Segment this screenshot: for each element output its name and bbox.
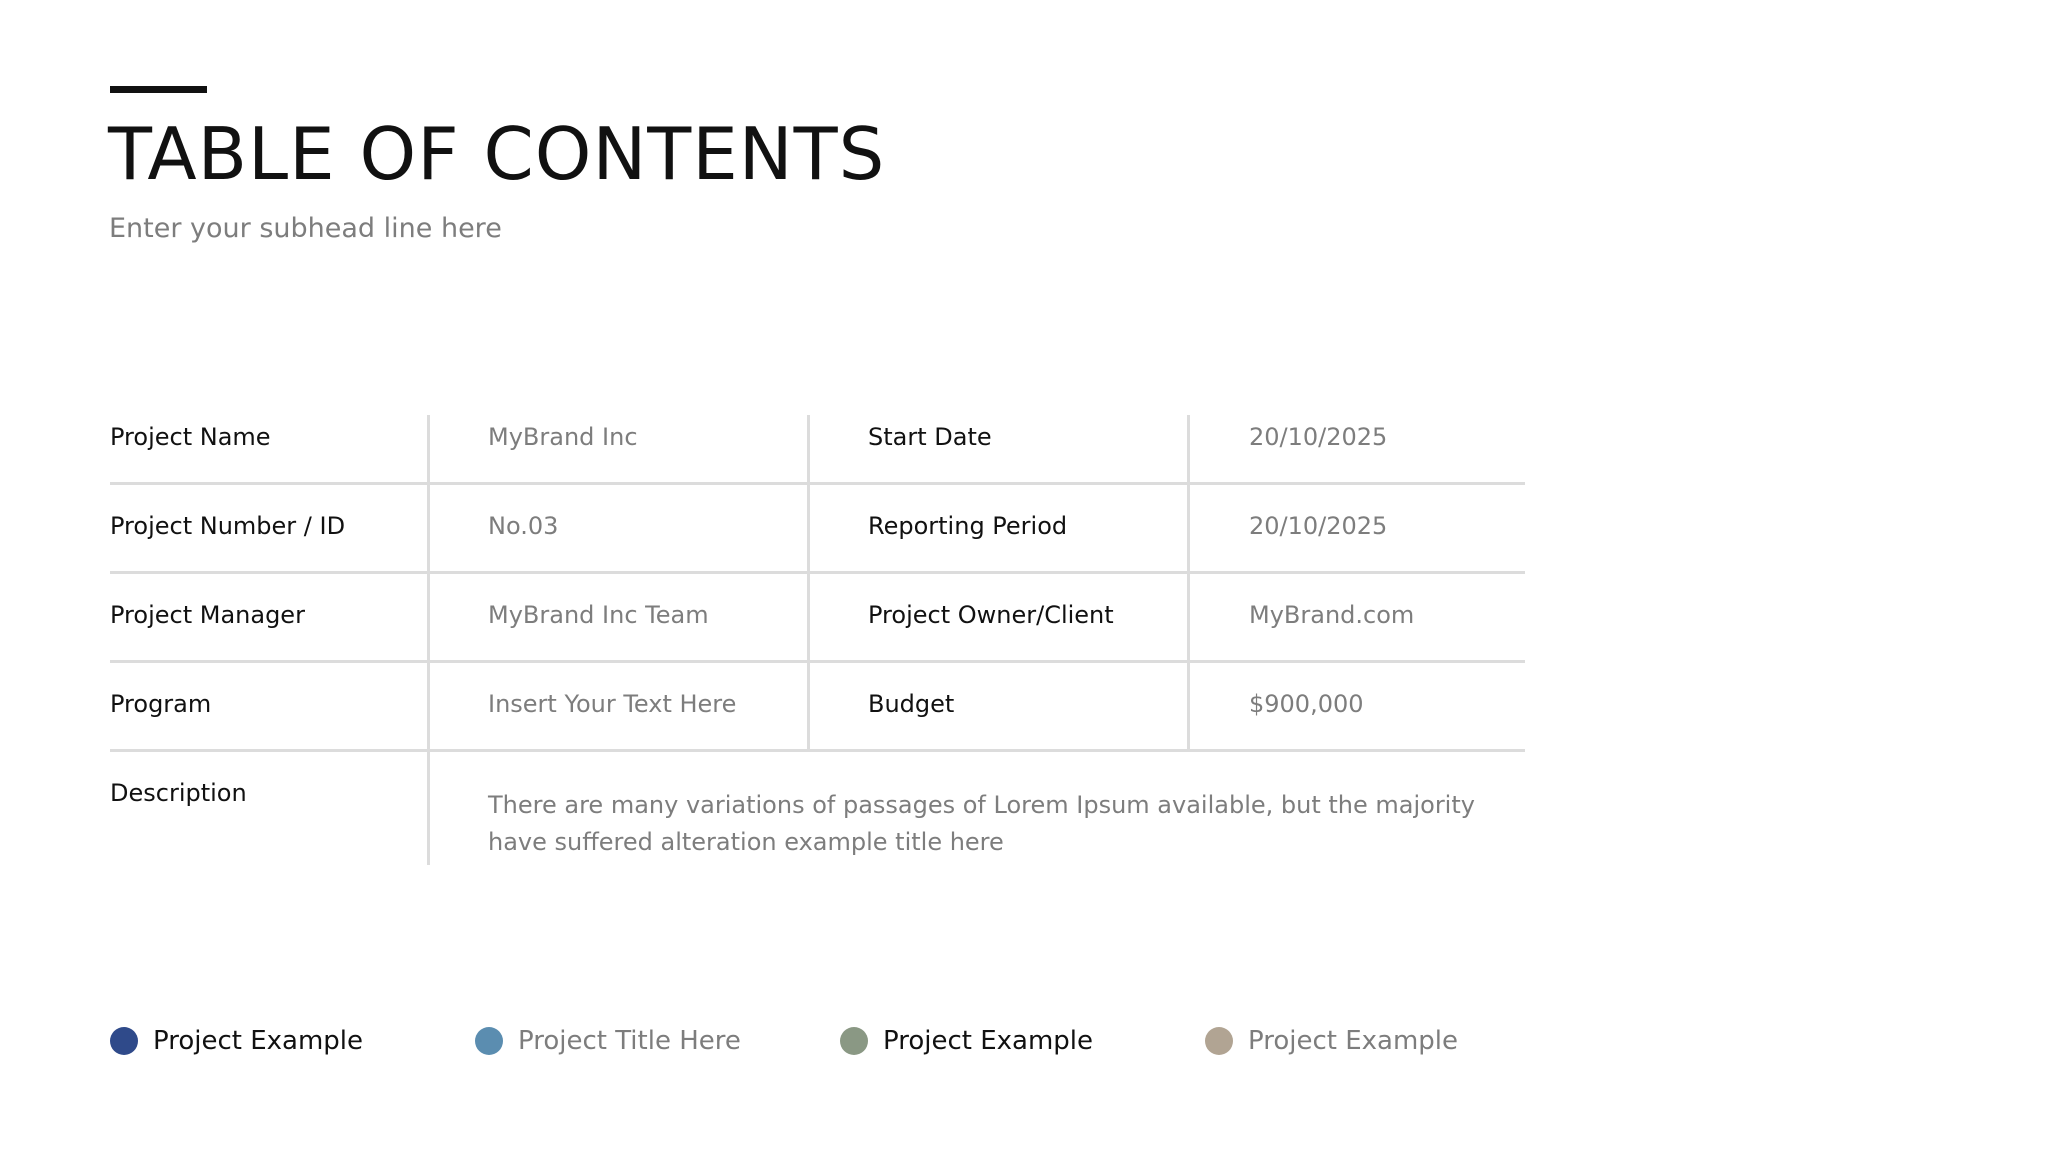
project-manager-value: MyBrand Inc Team: [488, 601, 709, 629]
project-manager-label: Project Manager: [110, 601, 305, 629]
program-label: Program: [110, 690, 212, 718]
row-divider: [110, 571, 1525, 574]
program-value: Insert Your Text Here: [488, 690, 737, 718]
budget-label: Budget: [868, 690, 955, 718]
page-title: TABLE OF CONTENTS: [108, 112, 886, 196]
reporting-period-label: Reporting Period: [868, 512, 1068, 540]
page-subhead: Enter your subhead line here: [109, 213, 502, 244]
column-divider: [1187, 415, 1190, 751]
legend-label: Project Title Here: [518, 1026, 741, 1056]
project-name-value: MyBrand Inc: [488, 423, 638, 451]
legend-label: Project Example: [1248, 1026, 1459, 1056]
legend-dot-icon: [1205, 1027, 1233, 1055]
legend-item: [840, 1025, 1093, 1057]
project-name-label: Project Name: [110, 423, 271, 451]
legend-dot-icon: [475, 1027, 503, 1055]
project-owner-label: Project Owner/Client: [868, 601, 1114, 629]
legend-dot-icon: [110, 1027, 138, 1055]
description-text: There are many variations of passages of Lorem Ipsum available, but the majority have suffered alteration example title here: [488, 791, 1475, 856]
legend-dot-icon: [840, 1027, 868, 1055]
project-number-label: Project Number / ID: [110, 512, 346, 540]
project-owner-value: MyBrand.com: [1249, 601, 1415, 629]
row-divider: [110, 749, 1525, 752]
title-accent-bar: [110, 86, 207, 93]
start-date-label: Start Date: [868, 423, 992, 451]
row-divider: [110, 660, 1525, 663]
legend-label: Project Example: [883, 1026, 1094, 1056]
legend-item: [110, 1025, 363, 1057]
reporting-period-value: 20/10/2025: [1249, 512, 1388, 540]
project-legend: [110, 1025, 1530, 1075]
row-divider: [110, 482, 1525, 485]
budget-value: $900,000: [1249, 690, 1364, 718]
description-label: Description: [110, 779, 247, 807]
legend-item: [475, 1025, 741, 1057]
project-details-table: [110, 415, 1525, 865]
start-date-value: 20/10/2025: [1249, 423, 1388, 451]
legend-item: [1205, 1025, 1458, 1057]
project-number-value: No.03: [488, 512, 559, 540]
column-divider: [807, 415, 810, 751]
legend-label: Project Example: [153, 1026, 364, 1056]
